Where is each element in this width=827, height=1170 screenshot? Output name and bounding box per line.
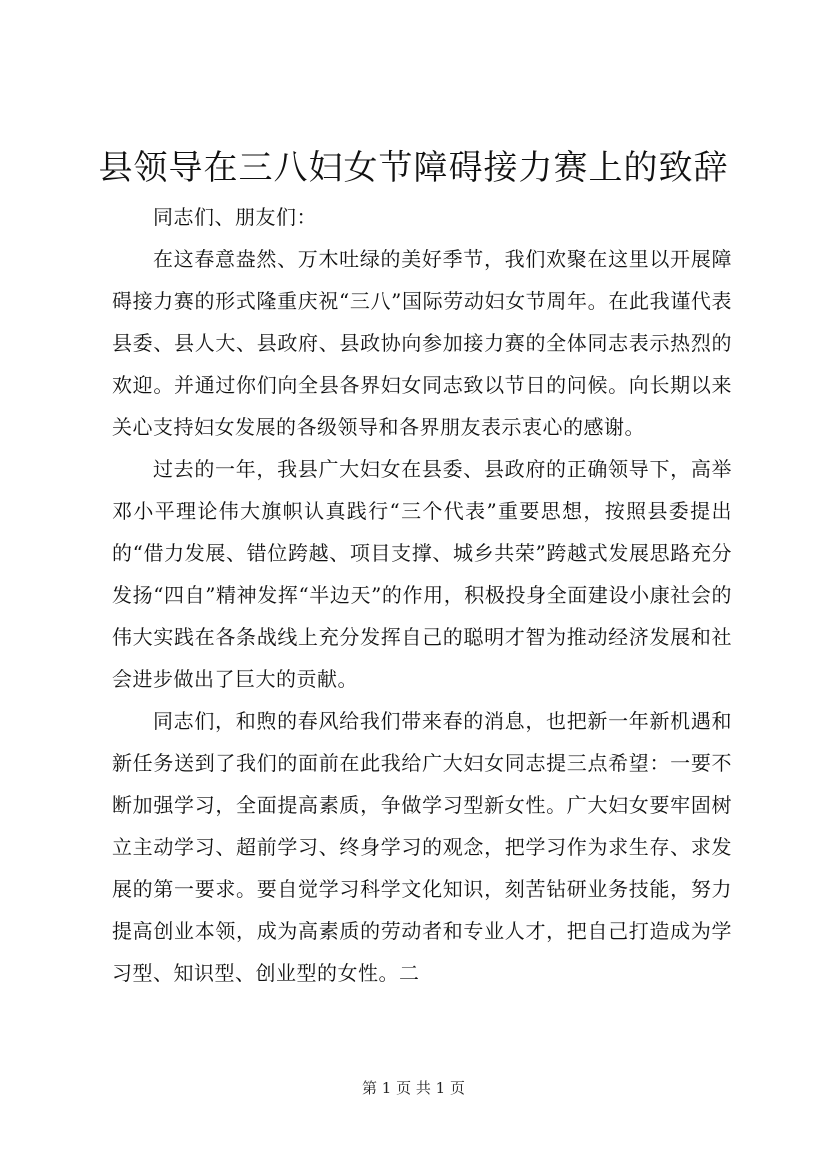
document-title: 县领导在三八妇女节障碍接力赛上的致辞 [98,148,729,188]
paragraph: 过去的一年，我县广大妇女在县委、县政府的正确领导下，高举邓小平理论伟大旗帜认真践行“三个代表”重要思想，按照县委提出的“借力发展、错位跨越、项目支撑、城乡共荣”跨越式发展思路充分发扬“四自”精神发挥“半边天”的作用，积极投身全面建设小康社会的伟大实践在各条战线上充分发挥自己的聪明才智为推动经济发展和社会进步做出了巨大的贡献。 [112,457,732,691]
salutation: 同志们、朋友们： [153,205,317,229]
paragraph: 在这春意盎然、万木吐绿的美好季节，我们欢聚在这里以开展障碍接力赛的形式隆重庆祝“三八”国际劳动妇女节周年。在此我谨代表县委、县人大、县政府、县政协向参加接力赛的全体同志表示热烈的欢迎。并通过你们向全县各界妇女同志致以节日的问候。向长期以来关心支持妇女发展的各级领导和各界朋友表示衷心的感谢。 [112,247,732,439]
page-number-footer: 第 1 页 共 1 页 [362,1079,465,1097]
paragraph: 同志们，和煦的春风给我们带来春的消息，也把新一年新机遇和新任务送到了我们的面前在此我给广大妇女同志提三点希望：一要不断加强学习，全面提高素质，争做学习型新女性。广大妇女要牢固树立主动学习、超前学习、终身学习的观念，把学习作为求生存、求发展的第一要求。要自觉学习科学文化知识，刻苦钻研业务技能，努力提高创业本领，成为高素质的劳动者和专业人才，把自己打造成为学习型、知识型、创业型的女性。二 [112,709,732,985]
document-body [112,196,732,994]
